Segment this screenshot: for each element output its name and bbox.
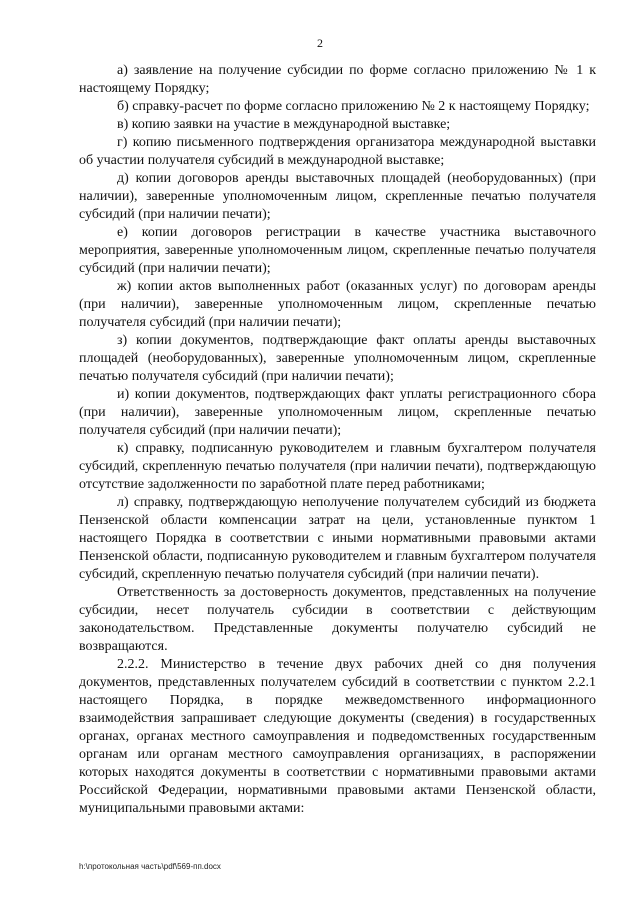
footer-file-path: h:\протокольная часть\pdf\569-пп.docx — [79, 862, 221, 871]
item-k: к) справку, подписанную руководителем и главным бухгалтером получателя субсидий, скрепленную печатью получателя (при наличии печати), подтверждающую отсутствие задолженности по заработной плате перед работниками; — [79, 441, 596, 492]
item-a: а) заявление на получение субсидии по форме согласно приложению № 1 к настоящему Порядку; — [79, 63, 596, 96]
item-d: д) копии договоров аренды выставочных площадей (необорудованных) (при наличии), заверенные уполномоченным лицом, скрепленные печатью получателя субсидий (при наличии печати); — [79, 171, 596, 222]
item-v: в) копию заявки на участие в международной выставке; — [117, 117, 451, 132]
page-number: 2 — [317, 36, 323, 50]
item-g: г) копию письменного подтверждения организатора международной выставки об участии получателя субсидий в международной выставке; — [79, 135, 596, 168]
item-b: б) справку-расчет по форме согласно приложению № 2 к настоящему Порядку; — [117, 99, 590, 114]
item-e: е) копии договоров регистрации в качестве участника выставочного мероприятия, заверенные уполномоченным лицом, скрепленные печатью получателя субсидий (при наличии печати); — [79, 225, 596, 276]
item-zh: ж) копии актов выполненных работ (оказанных услуг) по договорам аренды (при наличии), заверенные уполномоченным лицом, скрепленные печатью получателя субсидий (при наличии печати); — [79, 279, 596, 330]
document-body — [79, 62, 596, 818]
item-z: з) копии документов, подтверждающие факт оплаты аренды выставочных площадей (необорудованных), заверенные уполномоченным лицом, скрепленные печатью получателя субсидий (при наличии печати); — [79, 333, 596, 384]
responsibility-paragraph: Ответственность за достоверность документов, представленных на получение субсидии, несет получатель субсидии в соответствии с действующим законодательством. Представленные документы получателю субсидий не возвращаются. — [79, 585, 596, 654]
item-i: и) копии документов, подтверждающих факт уплаты регистрационного сбора (при наличии), заверенные уполномоченным лицом, скрепленные печатью получателя субсидий (при наличии печати); — [79, 387, 596, 438]
clause-2-2-2: 2.2.2. Министерство в течение двух рабочих дней со дня получения документов, представленных получателем субсидий в соответствии с пунктом 2.2.1 настоящего Порядка, в порядке межведомственного информационного взаимодействия запрашивает следующие документы (сведения) в государственных органах, органах местного самоуправления и подведомственных государственным органам или органам местного самоуправления организациях, в распоряжении которых находятся документы в соответствии с нормативными правовыми актами Российской Федерации, нормативными правовыми актами Пензенской области, муниципальными правовыми актами: — [79, 657, 596, 816]
item-l: л) справку, подтверждающую неполучение получателем субсидий из бюджета Пензенской области компенсации затрат на цели, установленные пунктом 1 настоящего Порядка в соответствии с иными нормативными правовыми актами Пензенской области, подписанную руководителем и главным бухгалтером получателя субсидий, скрепленную печатью получателя субсидий (при наличии печати). — [79, 495, 596, 582]
